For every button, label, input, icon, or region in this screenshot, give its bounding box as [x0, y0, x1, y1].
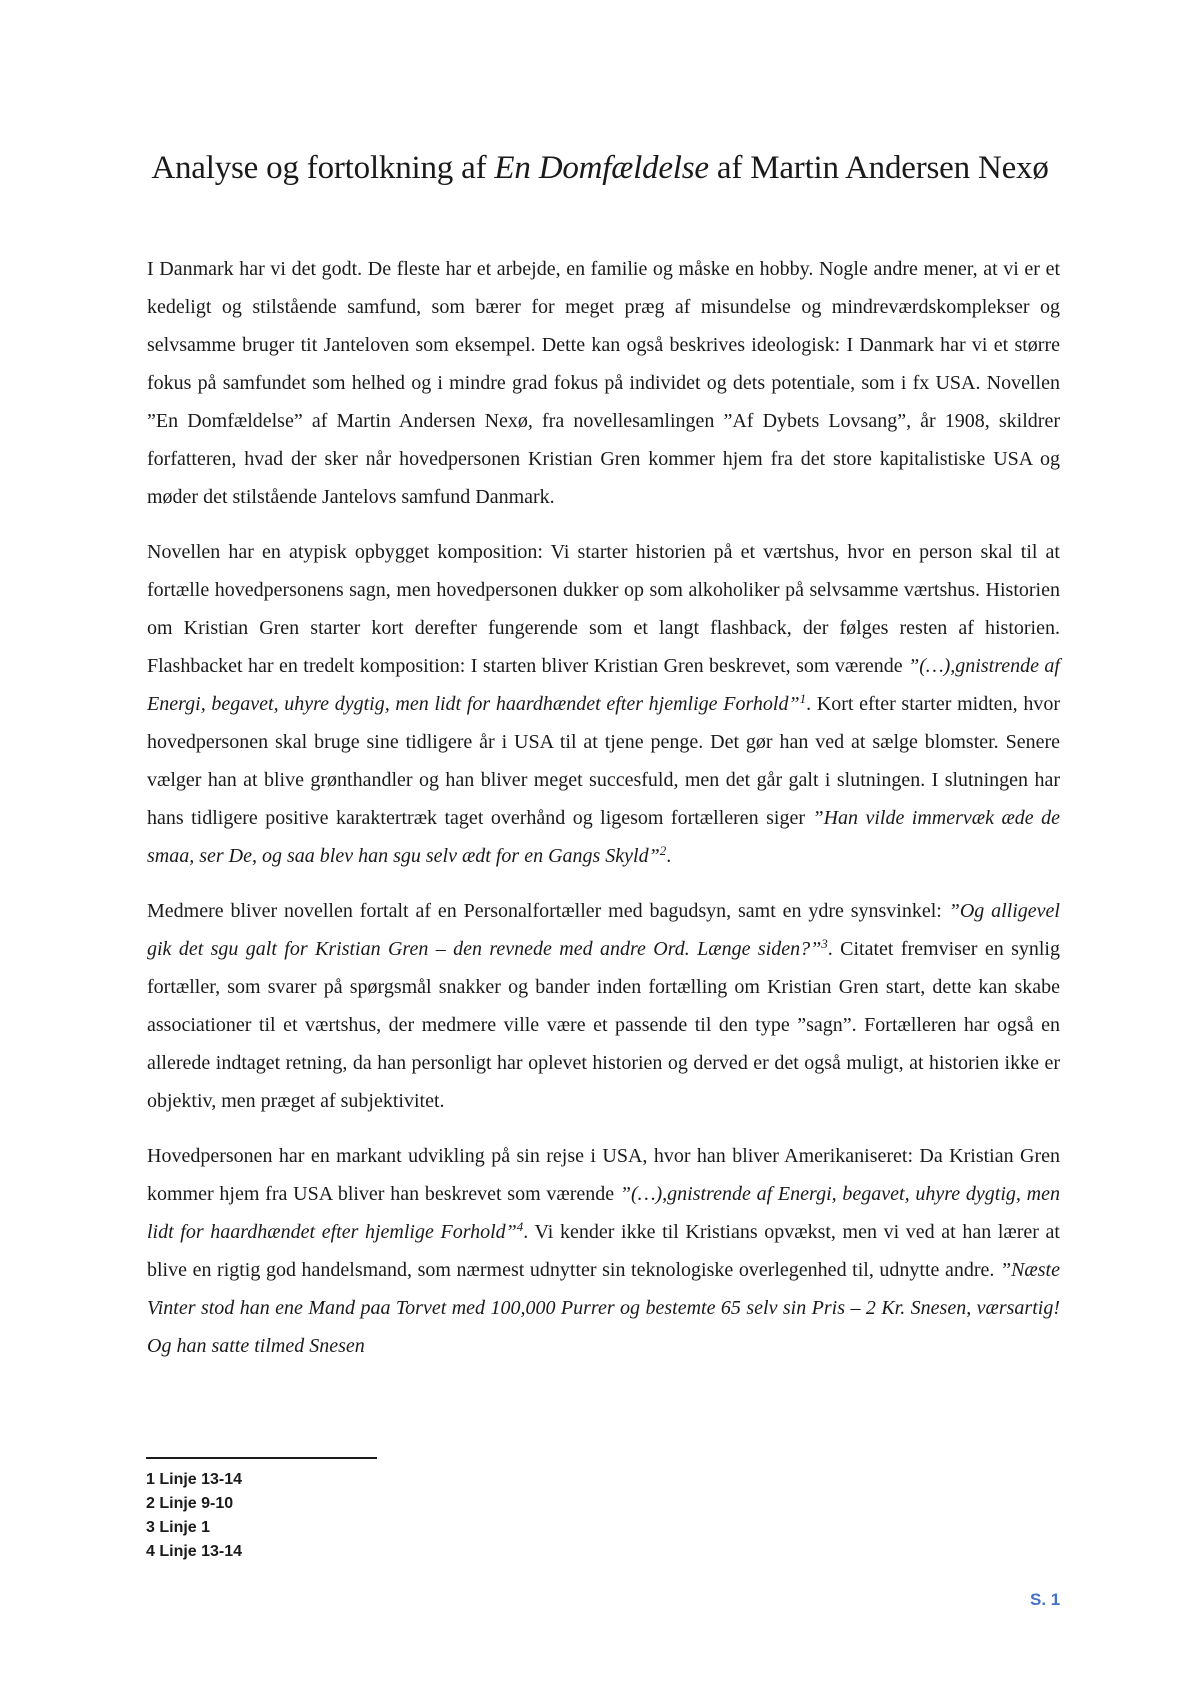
footnote-item: 4 Linje 13-14 — [146, 1543, 243, 1560]
paragraph-text: Hovedpersonen har en markant udvikling på sin rejse i USA, hvor han bliver Amerikaniseret: Da Kristian Gren kommer hjem fra USA bliver han beskrevet som værende — [147, 1145, 1060, 1205]
quote: ”Og alligevel gik det sgu galt for Kristian Gren – den revnede med andre Ord. Længe siden?” — [147, 900, 1060, 960]
footnote-ref: 1 — [799, 691, 807, 706]
paragraph-intro — [147, 250, 1060, 516]
footnote-ref: 2 — [659, 843, 667, 858]
title-italic-work: En Domfældelse — [494, 150, 709, 186]
paragraph-text: Novellen har en atypisk opbygget komposition: Vi starter historien på et værtshus, hvor en person skal til at fortælle hovedpersonens sagn, men hovedpersonen dukker op som alkoholiker på selvsamme værtshus. Historien om Kristian Gren starter kort derefter fungerende som et langt flashback, der følges resten af historien. Flashbacket har en tredelt komposition: I starten bliver Kristian Gren beskrevet, som værende — [147, 541, 1060, 677]
paragraph-text: . Vi kender ikke til Kristians opvækst, men vi ved at han lærer at blive en rigtig god handelsmand, som nærmest udnytter sin teknologiske overlegenhed til, udnytte andre. — [147, 1221, 1060, 1281]
footnote-ref: 3 — [821, 936, 828, 951]
paragraph-narrator — [147, 892, 1060, 1120]
title-text-end: af Martin Andersen Nexø — [708, 150, 1049, 186]
footnotes — [146, 1468, 242, 1564]
title-text: Analyse og fortolkning af — [151, 150, 495, 186]
quote: ”Næste Vinter stod han ene Mand paa Torvet med 100,000 Purrer og bestemte 65 selv sin Pris – 2 Kr. Snesen, værsartig! Og han satte tilmed Snesen — [147, 1259, 1060, 1357]
paragraph-text: Medmere bliver novellen fortalt af en Personalfortæller med bagudsyn, samt en ydre synsvinkel: — [147, 900, 949, 922]
footnote-item: 2 Linje 9-10 — [146, 1495, 234, 1512]
page-number: S. 1 — [1030, 1590, 1061, 1609]
paragraph-text: . — [666, 845, 672, 867]
paragraph-text: . Citatet fremviser en synlig fortæller, som svarer på spørgsmål snakker og bander inden fortælling om Kristian Gren start, dette kan skabe associationer til et værtshus, der medmere ville være et passende til den type ”sagn”. Fortælleren har også en allerede indtaget retning, da han personligt har oplevet historien og derved er det også muligt, at historien ikke er objektiv, men præget af subjektivitet. — [147, 938, 1060, 1112]
quote: ”(…),gnistrende af Energi, begavet, uhyre dygtig, men lidt for haardhændet efter hjemlige Forhold” — [147, 1183, 1060, 1243]
paragraph-text: I Danmark har vi det godt. De fleste har et arbejde, en familie og måske en hobby. Nogle andre mener, at vi er et kedeligt og stilstående samfund, som bærer for meget præg af misundelse og mindreværdskomplekser og selvsamme bruger tit Janteloven som eksempel. Dette kan også beskrives ideologisk: I Danmark har vi et større fokus på samfundet som helhed og i mindre grad fokus på individet og dets potentiale, som i fx USA. Novellen ”En Domfældelse” af Martin Andersen Nexø, fra novellesamlingen ”Af Dybets Lovsang”, år 1908, skildrer forfatteren, hvad der sker når hovedpersonen Kristian Gren kommer hjem fra det store kapitalistiske USA og møder det stilstående Jantelovs samfund Danmark. — [147, 258, 1060, 508]
footnote-ref: 4 — [516, 1219, 524, 1234]
footnote-separator — [146, 1457, 377, 1459]
document-title — [0, 146, 1200, 190]
paragraph-text: . Kort efter starter midten, hvor hovedpersonen skal bruge sine tidligere år i USA til at tjene penge. Det gør han ved at sælge blomster. Senere vælger han at blive grønthandler og han bliver meget succesfuld, men det går galt i slutningen. I slutningen har hans tidligere positive karaktertræk taget overhånd og ligesom fortælleren siger — [147, 693, 1060, 829]
quote: ”(…),gnistrende af Energi, begavet, uhyre dygtig, men lidt for haardhændet efter hjemlige Forhold” — [147, 655, 1060, 715]
document-body — [147, 250, 1060, 1382]
footnote-item: 1 Linje 13-14 — [146, 1471, 243, 1488]
paragraph-protagonist — [147, 1137, 1060, 1365]
footnote-item: 3 Linje 1 — [146, 1519, 211, 1536]
paragraph-composition — [147, 533, 1060, 875]
quote: ”Han vilde immervæk æde de smaa, ser De, og saa blev han sgu selv ædt for en Gangs Skyld” — [147, 807, 1060, 867]
